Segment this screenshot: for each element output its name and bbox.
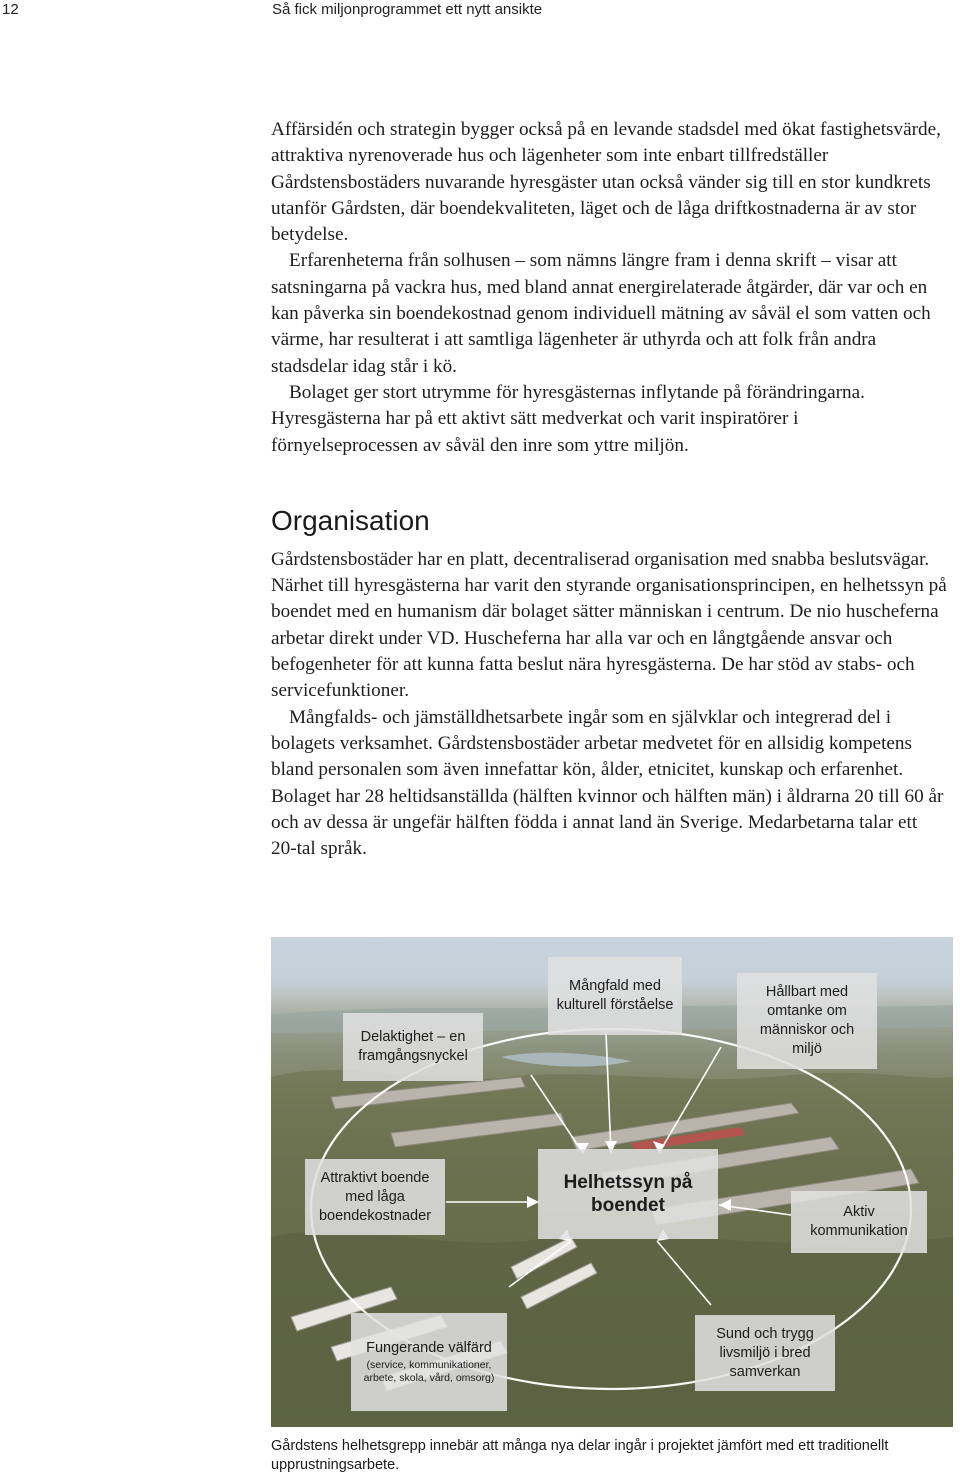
paragraph: Mångfalds- och jämställdhetsarbete ingår som en självklar och integrerad del i bolagets verksamhet. Gårdstensbostäder arbetar medvetet för en allsidig kompetens bland personalen som även innefattar kön, ålder, etnicitet, kunskap och erfarenhet. Bolaget har 28 heltidsanställda (hälften kvinnor och hälften män) i åldrarna 20 till 60 år och av dessa är ungefär hälften födda i annat land än Sverige. Medarbetarna talar ett 20-tal språk. <box>271 706 944 860</box>
label-delaktighet: Delaktighet – en framgångsnyckel <box>343 1013 483 1081</box>
label-hallbart: Hållbart med omtanke om människor och miljö <box>737 973 877 1069</box>
label-fungerande-valfard: Fungerande välfärd (service, kommunikationer, arbete, skola, vård, omsorg) <box>351 1313 507 1411</box>
figure-caption: Gårdstens helhetsgrepp innebär att många nya delar ingår i projektet jämfört med ett traditionellt upprustningsarbete. <box>271 1438 889 1473</box>
section-heading: Organisation <box>271 504 430 536</box>
paragraph: Gårdstensbostäder har en platt, decentraliserad organisation med snabba beslutsvägar. Närhet till hyresgästerna har varit den styrande organisationsprincipen, en helhetssyn på boendet med en humanism där bolaget sätter människan i centrum. De nio huscheferna arbetar direkt under VD. Huscheferna har alla var och en långtgående ansvar och befogenheter för att kunna fatta beslut nära hyresgästerna. De har stöd av stabs- och servicefunktioner. <box>271 548 947 702</box>
paragraph: Bolaget ger stort utrymme för hyresgästernas inflytande på förändringarna. Hyresgästerna har på ett aktivt sätt medverkat och varit inspiratörer i förnyelseprocessen av såväl den inre som yttre miljön. <box>271 381 865 456</box>
label-sund-och-trygg: Sund och trygg livsmiljö i bred samverkan <box>695 1315 835 1391</box>
aerial-photo-figure <box>271 937 953 1427</box>
running-head: Så fick miljonprogrammet ett nytt ansikte <box>272 1 543 18</box>
label-helhetssyn: Helhetssyn på boendet <box>538 1149 718 1239</box>
body-text <box>271 117 947 862</box>
page-header <box>0 0 960 24</box>
paragraph: Erfarenheterna från solhusen – som nämns längre fram i denna skrift – visar att satsningarna på vackra hus, med bland annat energirelaterade åtgärder, där var och en kan påverka sin boendekostnad genom individuell mätning av såväl el som vatten och värme, har resulterat i att samtliga lägenheter är uthyrda och att folk från andra stadsdelar idag står i kö. <box>271 250 931 377</box>
page-number: 12 <box>2 1 19 18</box>
label-attraktivt: Attraktivt boende med låga boendekostnader <box>305 1159 445 1235</box>
label-aktiv-kommunikation: Aktiv kommunikation <box>791 1191 927 1253</box>
paragraph: Affärsidén och strategin bygger också på en levande stadsdel med ökat fastighetsvärde, attraktiva nyrenoverade hus och lägenheter som inte enbart tillfredställer Gårdstensbostäders nuvarande hyresgäster utan också vänder sig till en stor kundkrets utanför Gårdsten, där boendekvaliteten, läget och de låga driftkostnaderna är av stor betydelse. <box>271 119 941 246</box>
label-mangfald: Mångfald med kulturell förståelse <box>548 957 682 1035</box>
